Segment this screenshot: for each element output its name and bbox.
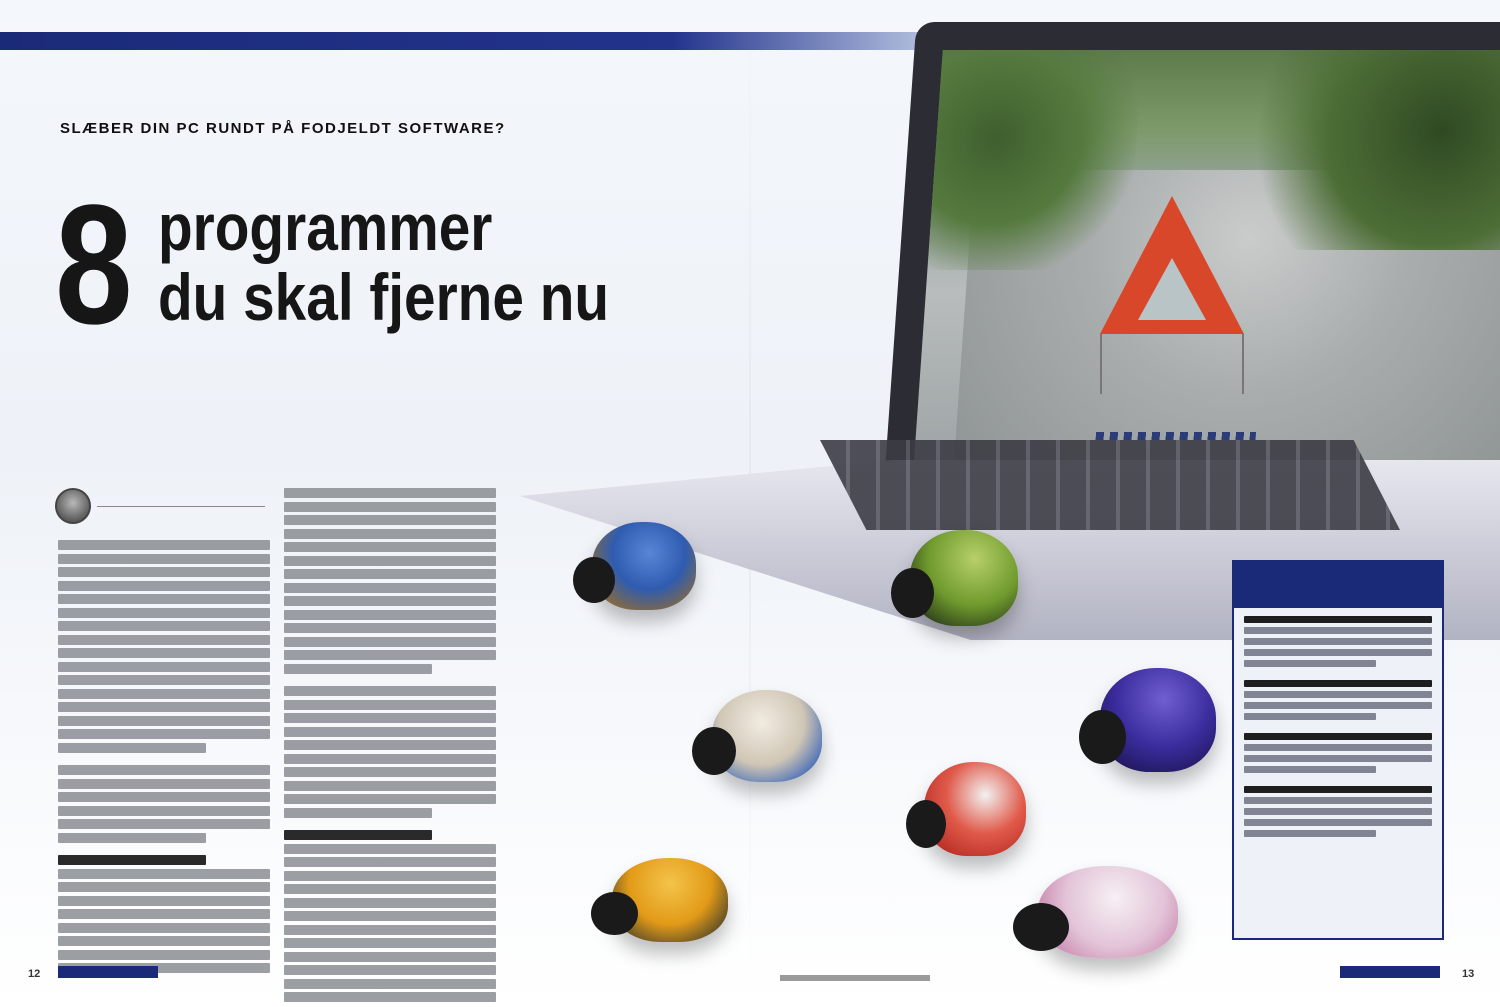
author-avatar-icon — [55, 488, 91, 524]
windows-taskbar — [1095, 432, 1256, 440]
warning-triangle-legs — [1100, 334, 1244, 394]
footer-url — [780, 975, 930, 981]
byline-rule — [97, 506, 265, 507]
body-column-1 — [58, 540, 270, 977]
article-kicker: SLÆBER DIN PC RUNDT PÅ FODJELDT SOFTWARE? — [60, 120, 506, 137]
warning-triangle-inner — [1138, 258, 1206, 320]
sidebar-box — [1232, 560, 1444, 940]
sidebar-body — [1234, 608, 1442, 849]
headline-line-2: du skal fjerne nu — [158, 260, 610, 334]
footer-brand-right — [1340, 966, 1440, 978]
footer-brand-left — [58, 966, 158, 978]
ladybug-icon — [592, 522, 696, 610]
section-banner — [0, 32, 960, 50]
ladybug-icon — [612, 858, 728, 942]
laptop-keyboard — [820, 440, 1400, 530]
byline — [55, 488, 265, 528]
sidebar-title — [1234, 562, 1442, 608]
section-tag — [36, 34, 52, 48]
page-number-left: 12 — [28, 968, 41, 980]
ladybug-icon — [1100, 668, 1216, 772]
headline-number: 8 — [55, 170, 128, 360]
page-number-right: 13 — [1462, 968, 1475, 980]
trees-right — [1237, 50, 1500, 250]
body-column-2 — [284, 488, 496, 1006]
headline-line-1: programmer — [158, 190, 493, 264]
headline — [158, 192, 609, 332]
ladybug-icon — [910, 530, 1018, 626]
ladybug-icon — [1038, 866, 1178, 958]
ladybug-icon — [712, 690, 822, 782]
ladybug-icon — [924, 762, 1026, 856]
